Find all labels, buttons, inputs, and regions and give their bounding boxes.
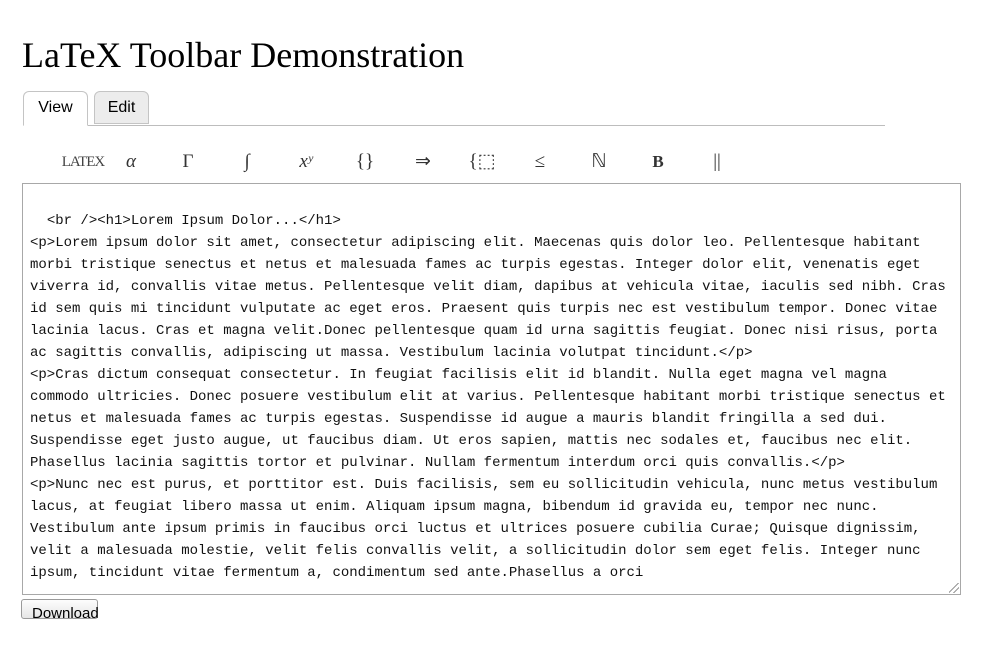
implies-arrow-icon[interactable]: ⇒ — [415, 151, 431, 172]
bold-icon[interactable]: B — [652, 152, 664, 171]
less-equal-icon[interactable]: ≤ — [534, 151, 546, 172]
source-text: <br /><h1>Lorem Ipsum Dolor...</h1> <p>Lorem ipsum dolor sit amet, consectetur adipiscing elit. Maecenas quis dolor leo. Pellentesque habitant morbi tristique senectus et netus et malesuada fames ac turpis egestas. Integer dolor elit, venenatis eget viverra id, convallis vitae metus. Pellentesque velit diam, dapibus at vehicula vitae, iaculis sed nibh. Cras id sem quis mi tincidunt vulputate ac eget eros. Praesent quis turpis nec est vestibulum tempor. Donec vitae lacinia lacus. Cras et magna velit.Donec pellentesque quam id urna sagittis feugiat. Donec nisi risus, porta ac sagittis convallis, adipiscing ut massa. Vestibulum lacinia volutpat tincidunt.</p> <p>Cras dictum consequat consectetur. In feugiat facilisis elit id blandit. Nulla eget magna vel magna commodo ultricies. Donec posuere vestibulum elit at varius. Pellentesque habitant morbi tristique senectus et netus et malesuada fames ac turpis egestas. Suspendisse id augue a mauris blandit fringilla a sed dui. Suspendisse eget justo augue, ut faucibus diam. Ut eros sapien, mattis nec sodales et, faucibus nec elit. Phasellus lacinia sagittis tortor et pulvinar. Nullam fermentum interdum orci quis convallis.</p> <p>Nunc nec est purus, et porttitor est. Duis facilisis, sem eu sollicitudin vehicula, nunc metus vestibulum lacus, at feugiat libero massa ut enim. Aliquam ipsum magna, bibendum id gravida eu, tempor nec nunc. Vestibulum ante ipsum primis in faucibus orci luctus et ultrices posuere cubilia Curae; Quisque dignissim, velit a malesuada molestie, velit felis convallis velit, a sollicitudin dolor sem eget felis. Integer nunc ipsum, tincidunt vitae fermentum a, condimentum sed ante.Phasellus a orci — [30, 213, 946, 581]
page-title: LaTeX Toolbar Demonstration — [22, 35, 465, 75]
resize-handle-icon[interactable] — [949, 583, 959, 593]
tab-bar — [23, 91, 885, 126]
norm-bars-icon[interactable]: || — [713, 151, 721, 172]
tab-edit[interactable]: Edit — [94, 91, 149, 124]
tab-view[interactable]: View — [23, 91, 88, 126]
download-button[interactable]: Download — [21, 599, 98, 619]
braces-icon[interactable]: {} — [355, 151, 375, 172]
integral-icon[interactable]: ∫ — [244, 151, 250, 172]
alpha-icon[interactable]: α — [126, 151, 136, 172]
bracket-box-icon[interactable]: {⬚ — [468, 151, 496, 172]
naturals-icon[interactable]: ℕ — [591, 151, 607, 172]
latex-logo-icon[interactable]: LATEX — [61, 154, 105, 170]
gamma-icon[interactable]: Γ — [182, 151, 194, 172]
superscript-icon[interactable]: xʸ — [299, 151, 313, 172]
source-textarea[interactable] — [22, 183, 961, 595]
